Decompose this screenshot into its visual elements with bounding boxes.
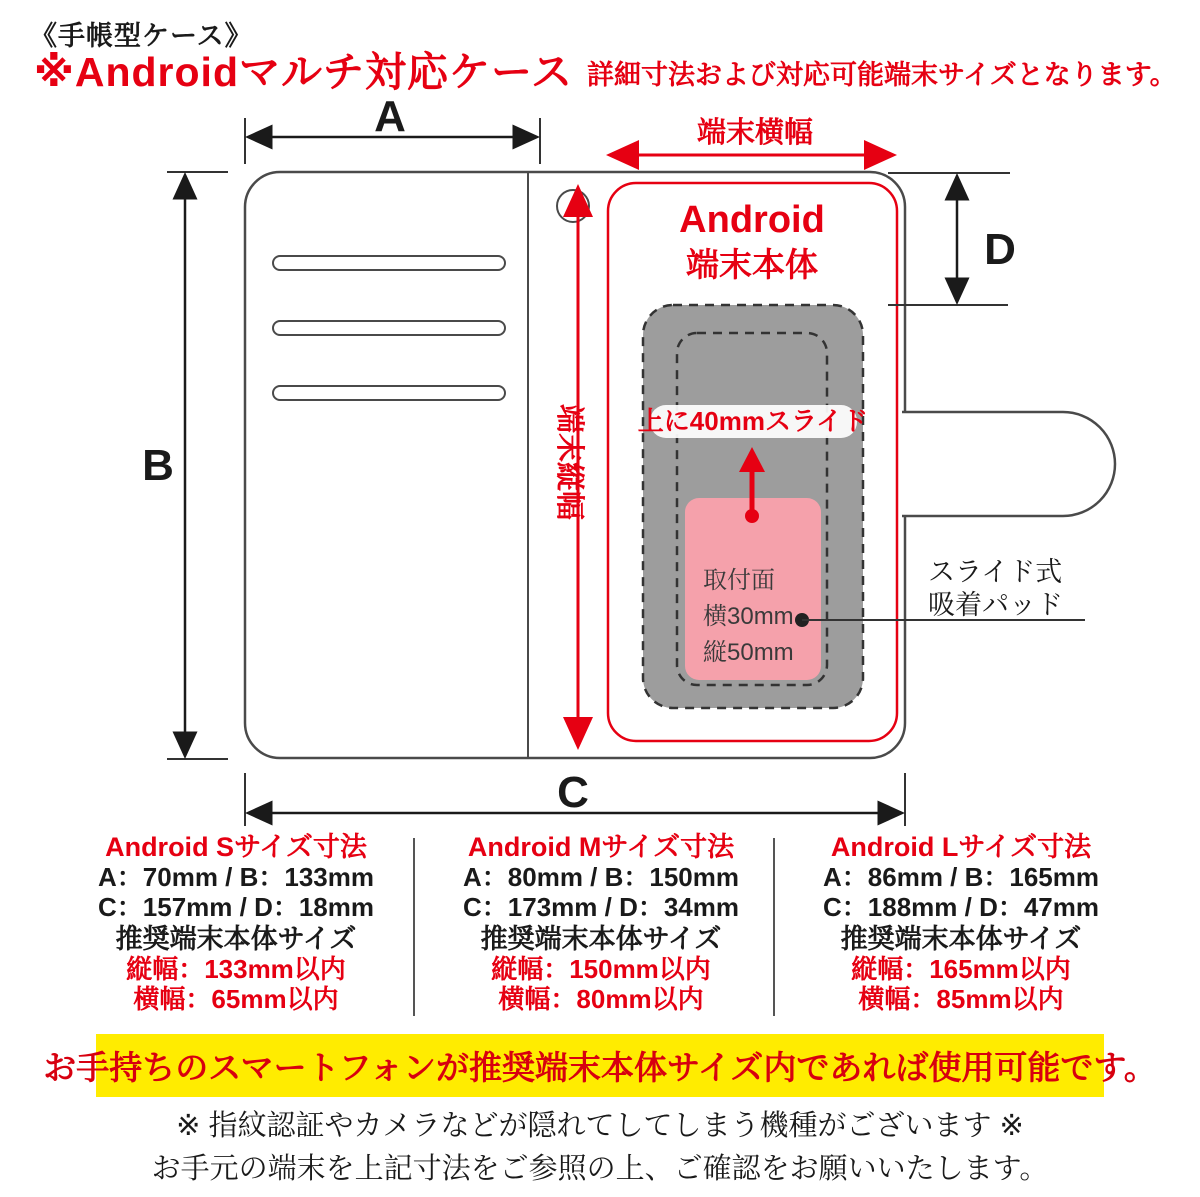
pad-face-label: 取付面 <box>703 567 775 594</box>
size-column-m <box>425 832 777 1014</box>
size-l-recommend-height: 縦幅：165mm以内 <box>851 954 1071 984</box>
device-body-label-1: Android <box>679 199 825 241</box>
footer-note-1: ※ 指紋認証やカメラなどが隠れてしてしまう機種がございます ※ <box>176 1110 1024 1142</box>
usage-banner-text: お手持ちのスマートフォンが推奨端末本体サイズ内であれば使用可能です。 <box>43 1049 1157 1086</box>
dim-b-label: B <box>142 441 174 490</box>
footer-note-2: お手元の端末を上記寸法をご参照の上、ご確認をお願いいたします。 <box>151 1153 1049 1185</box>
pad-height-label: 縦50mm <box>703 639 794 666</box>
size-m-dims-cd: C：173mm / D：34mm <box>463 892 739 922</box>
device-body-label-2: 端末本体 <box>686 246 818 283</box>
size-m-title: Android Mサイズ寸法 <box>467 832 735 862</box>
callout-label-1: スライド式 <box>928 557 1063 587</box>
card-slot <box>273 386 505 400</box>
size-column-s <box>60 832 412 1014</box>
size-l-title: Android Lサイズ寸法 <box>830 832 1092 862</box>
size-s-dims-cd: C：157mm / D：18mm <box>98 892 374 922</box>
strap-hole <box>557 190 589 222</box>
size-spec-section <box>0 832 1200 1028</box>
size-l-dims-ab: A：86mm / B：165mm <box>823 862 1099 892</box>
size-m-dims-ab: A：80mm / B：150mm <box>463 862 739 892</box>
page-subtitle: 詳細寸法および対応可能端末サイズとなります。 <box>586 60 1177 91</box>
clasp-tab <box>902 412 1115 516</box>
slide-note-label: 上に40mmスライド <box>637 406 869 436</box>
device-height-label: 端末縦幅 <box>553 403 585 521</box>
callout-label-2: 吸着パッド <box>928 590 1063 620</box>
size-l-recommend-label: 推奨端末本体サイズ <box>840 924 1082 954</box>
size-s-recommend-height: 縦幅：133mm以内 <box>126 954 346 984</box>
case-type-label: 《手帳型ケース》 <box>30 21 253 51</box>
size-m-recommend-width: 横幅：80mm以内 <box>498 984 704 1014</box>
size-column-l <box>785 832 1137 1014</box>
size-l-dims-cd: C：188mm / D：47mm <box>823 892 1099 922</box>
device-width-label: 端末横幅 <box>696 117 814 149</box>
dim-c-label: C <box>557 768 589 817</box>
dim-a-label: A <box>374 92 406 141</box>
column-divider <box>413 838 415 1016</box>
size-s-title: Android Sサイズ寸法 <box>105 832 367 862</box>
page-title: ※Androidマルチ対応ケース <box>34 49 573 95</box>
size-l-recommend-width: 横幅：85mm以内 <box>858 984 1064 1014</box>
size-m-recommend-label: 推奨端末本体サイズ <box>480 924 722 954</box>
column-divider <box>773 838 775 1016</box>
size-s-dims-ab: A：70mm / B：133mm <box>98 862 374 892</box>
usage-banner <box>43 1034 1157 1097</box>
card-slot <box>273 321 505 335</box>
size-s-recommend-width: 横幅：65mm以内 <box>133 984 339 1014</box>
dim-d-label: D <box>984 225 1016 274</box>
size-m-recommend-height: 縦幅：150mm以内 <box>491 954 711 984</box>
pad-width-label: 横30mm <box>703 603 794 630</box>
card-slot <box>273 256 505 270</box>
size-s-recommend-label: 推奨端末本体サイズ <box>115 924 357 954</box>
